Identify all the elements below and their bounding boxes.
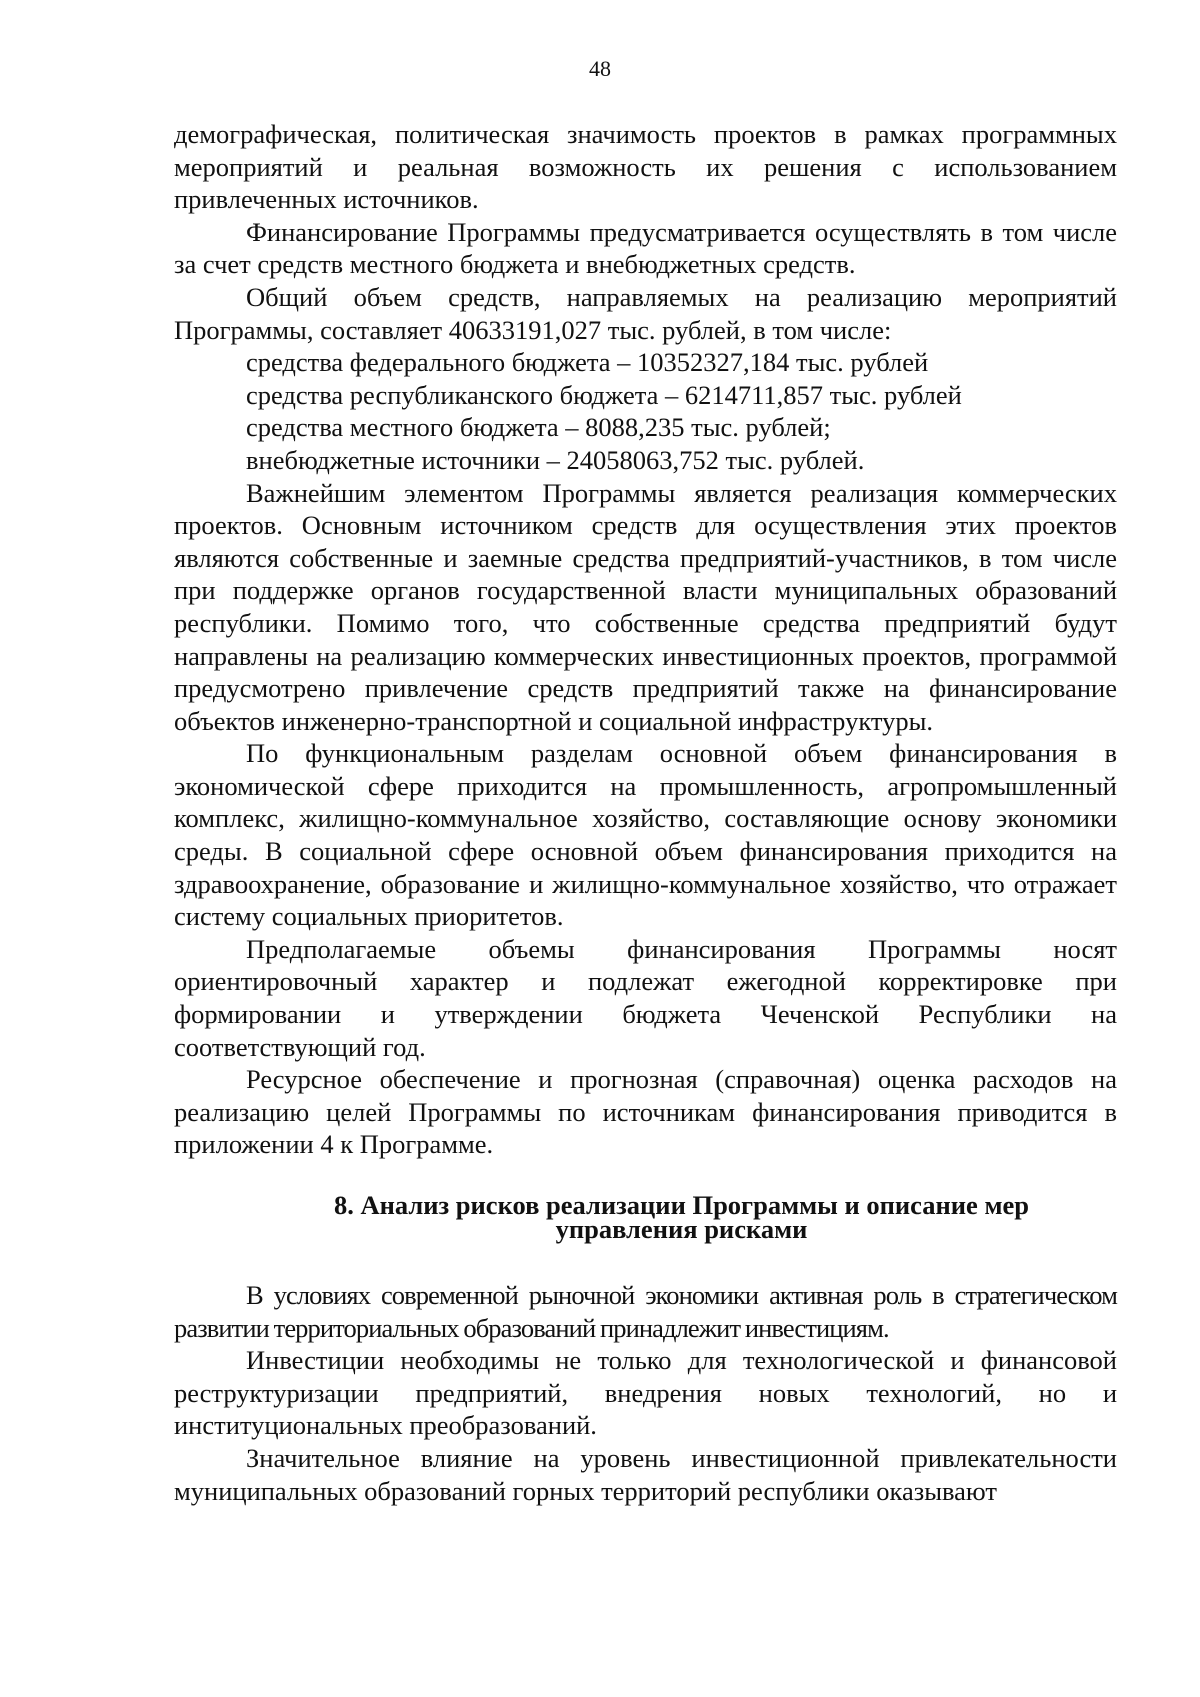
paragraph-significant-influence: Значительное влияние на уровень инвестиционной привлекательности муниципальных образований горных территорий республики оказывают	[174, 1442, 1117, 1506]
paragraph-estimated-volumes: Предполагаемые объемы финансирования Программы носят ориентировочный характер и подлежат ежегодной корректировке при формировании и утверждении бюджета Чеченской Республики на соответствующий год.	[174, 933, 1117, 1062]
paragraph-market-economy: В условиях современной рыночной экономики активная роль в стратегическом развитии территориальных образований принадлежит инвестициям.	[174, 1280, 1117, 1343]
paragraph-resource-provision: Ресурсное обеспечение и прогнозная (справочная) оценка расходов на реализацию целей Программы по источникам финансирования приводится в приложении 4 к Программе.	[174, 1064, 1117, 1160]
paragraph-continuation: демографическая, политическая значимость проектов в рамках программных мероприятий и реальная возможность их решения с использованием привлеченных источников.	[174, 119, 1117, 215]
paragraph-functional-sections: По функциональным разделам основной объем финансирования в экономической сфере приходится на промышленность, агропромышленный комплекс, жилищно-коммунальное хозяйство, составляющие основу экономики среды. В социальной сфере основной объем финансирования приходится на здравоохранение, образование и жилищно-коммунальное хозяйство, что отражает систему социальных приоритетов.	[174, 738, 1117, 932]
paragraph-total-volume: Общий объем средств, направляемых на реализацию мероприятий Программы, составляет 40633191,027 тыс. рублей, в том числе:	[174, 281, 1117, 345]
paragraph-investments-needed: Инвестиции необходимы не только для технологической и финансовой реструктуризации предприятий, внедрения новых технологий, но и институциональных преобразований.	[174, 1345, 1117, 1441]
document-body	[174, 118, 1117, 1507]
funding-item-federal: средства федерального бюджета – 10352327,184 тыс. рублей	[246, 347, 929, 378]
page-number: 48	[589, 56, 611, 81]
heading-spacer	[174, 1241, 1117, 1279]
funding-item-local: средства местного бюджета – 8088,235 тыс. рублей;	[246, 412, 831, 443]
section-heading	[174, 1190, 1117, 1244]
paragraph-financing: Финансирование Программы предусматривается осуществлять в том числе за счет средств местного бюджета и внебюджетных средств.	[174, 216, 1117, 280]
funding-item-extrabudgetary: внебюджетные источники – 24058063,752 тыс. рублей.	[246, 444, 865, 475]
funding-item-republican: средства республиканского бюджета – 6214711,857 тыс. рублей	[246, 379, 962, 410]
section-heading-line-1: 8. Анализ рисков реализации Программы и описание мер	[334, 1190, 1029, 1220]
paragraph-commercial-projects: Важнейшим элементом Программы является реализация коммерческих проектов. Основным источником средств для осуществления этих проектов являются собственные и заемные средства предприятий-участников, в том числе при поддержке органов государственной власти муниципальных образований республики. Помимо того, что собственные средства предприятий будут направлены на реализацию коммерческих инвестиционных проектов, программой предусмотрено привлечение средств предприятий также на финансирование объектов инженерно-транспортной и социальной инфраструктуры.	[174, 477, 1117, 736]
section-heading-line-2: управления рисками	[555, 1214, 808, 1244]
funding-list	[174, 346, 1117, 476]
